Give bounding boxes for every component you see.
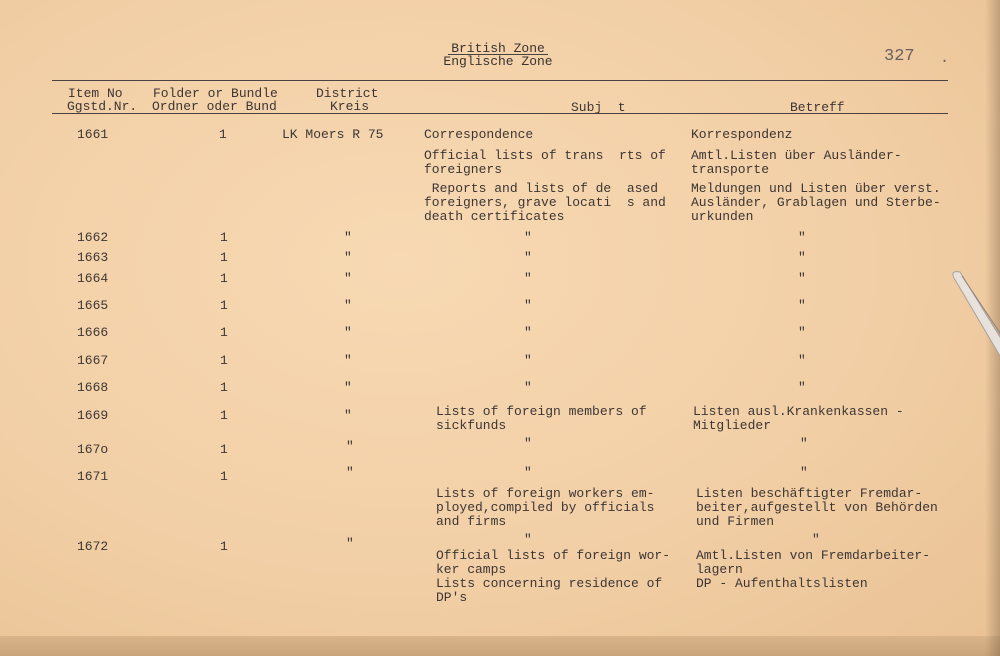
betreff-text: Korrespondenz [691, 127, 793, 142]
col-folder-de: Ordner oder Bund [152, 99, 277, 114]
district-ditto: " [344, 325, 352, 340]
district-ditto: " [344, 408, 352, 423]
item-number: 1667 [77, 353, 109, 368]
item-number: 1664 [77, 271, 109, 286]
district-ditto: " [344, 380, 352, 395]
district-ditto: " [346, 439, 354, 454]
subject-ditto: " [524, 436, 532, 451]
betreff-ditto: " [798, 325, 806, 340]
district-ditto: " [344, 250, 352, 265]
subject-ditto: " [524, 271, 532, 286]
district-ditto: " [344, 271, 352, 286]
folder-count: 1 [220, 353, 228, 368]
item-number: 1663 [77, 250, 109, 265]
betreff-ditto: " [798, 271, 806, 286]
betreff-text: Amtl.Listen über Ausländer- transporte [691, 148, 902, 177]
district-ditto: " [346, 536, 354, 551]
col-district-en: District [316, 86, 379, 101]
page-mark: . [940, 50, 950, 67]
subject-ditto: " [524, 250, 532, 265]
betreff-text: Listen beschäftigter Fremdar- beiter,aufgestellt von Behörden und Firmen [696, 486, 938, 529]
district-ditto: " [346, 465, 354, 480]
folder-count: 1 [220, 325, 228, 340]
subject-text: Lists of foreign workers em- ployed,compiled by officials and firms [436, 486, 655, 529]
subject-text: Official lists of trans rts of foreigners [424, 148, 666, 177]
betreff-ditto: " [798, 380, 806, 395]
district-ditto: " [344, 230, 352, 245]
item-number: 167o [77, 442, 109, 457]
item-number: 1666 [77, 325, 109, 340]
page-bottom-edge [0, 636, 1000, 656]
betreff-text: Meldungen und Listen über verst. Ausländer, Grablagen und Sterbe- urkunden [691, 181, 941, 224]
subject-text: Correspondence [424, 127, 534, 142]
item-number: 1668 [77, 380, 109, 395]
betreff-ditto: " [798, 298, 806, 313]
folder-count: 1 [220, 271, 228, 286]
subject-text: Lists of foreign members of sickfunds [436, 404, 647, 433]
folder-count: 1 [220, 380, 228, 395]
subject-ditto: " [524, 298, 532, 313]
folder-count: 1 [220, 539, 228, 554]
folder-count: 1 [220, 298, 228, 313]
item-number: 1672 [77, 539, 109, 554]
folder-count: 1 [220, 442, 228, 457]
subject-ditto: " [524, 380, 532, 395]
folder-count: 1 [220, 230, 228, 245]
subject-text: Reports and lists of de ased foreigners, grave locati s and death certificates [424, 181, 666, 224]
subject-ditto: " [524, 353, 532, 368]
folder-count: 1 [220, 469, 228, 484]
col-item-de: Ggstd.Nr. [67, 99, 138, 114]
page-number: 327 [884, 47, 915, 66]
district-ditto: " [344, 353, 352, 368]
betreff-ditto: " [798, 250, 806, 265]
betreff-ditto: " [800, 436, 808, 451]
col-item-en: Item No [68, 86, 123, 101]
col-subject: Subj t [571, 100, 626, 115]
betreff-text: Amtl.Listen von Fremdarbeiter- lagern DP - Aufenthaltslisten [696, 548, 931, 591]
folder-count: 1 [220, 408, 228, 423]
subject-text: Official lists of foreign wor- ker camps Lists concerning residence of DP's [436, 548, 671, 605]
betreff-ditto: " [798, 353, 806, 368]
betreff-text: Listen ausl.Krankenkassen - Mitglieder [693, 404, 904, 433]
col-district-de: Kreis [330, 99, 370, 114]
col-folder-en: Folder or Bundle [153, 86, 278, 101]
district-ditto: " [344, 298, 352, 313]
betreff-ditto: " [812, 532, 820, 547]
district-name: LK Moers R 75 [282, 127, 384, 142]
betreff-ditto: " [798, 230, 806, 245]
header-top-rule [52, 80, 948, 81]
item-number: 1662 [77, 230, 109, 245]
zone-title-en: British Zone [451, 41, 545, 56]
tweezer-icon [948, 270, 1000, 390]
item-number: 1671 [77, 469, 109, 484]
item-number: 1669 [77, 408, 109, 423]
zone-title-de: Englische Zone [443, 54, 553, 69]
item-number: 1661 [77, 127, 109, 142]
folder-count: 1 [219, 127, 227, 142]
subject-ditto: " [524, 465, 532, 480]
item-number: 1665 [77, 298, 109, 313]
subject-ditto: " [524, 325, 532, 340]
subject-ditto: " [524, 532, 532, 547]
folder-count: 1 [220, 250, 228, 265]
betreff-ditto: " [800, 465, 808, 480]
subject-ditto: " [524, 230, 532, 245]
col-betreff: Betreff [790, 100, 845, 115]
